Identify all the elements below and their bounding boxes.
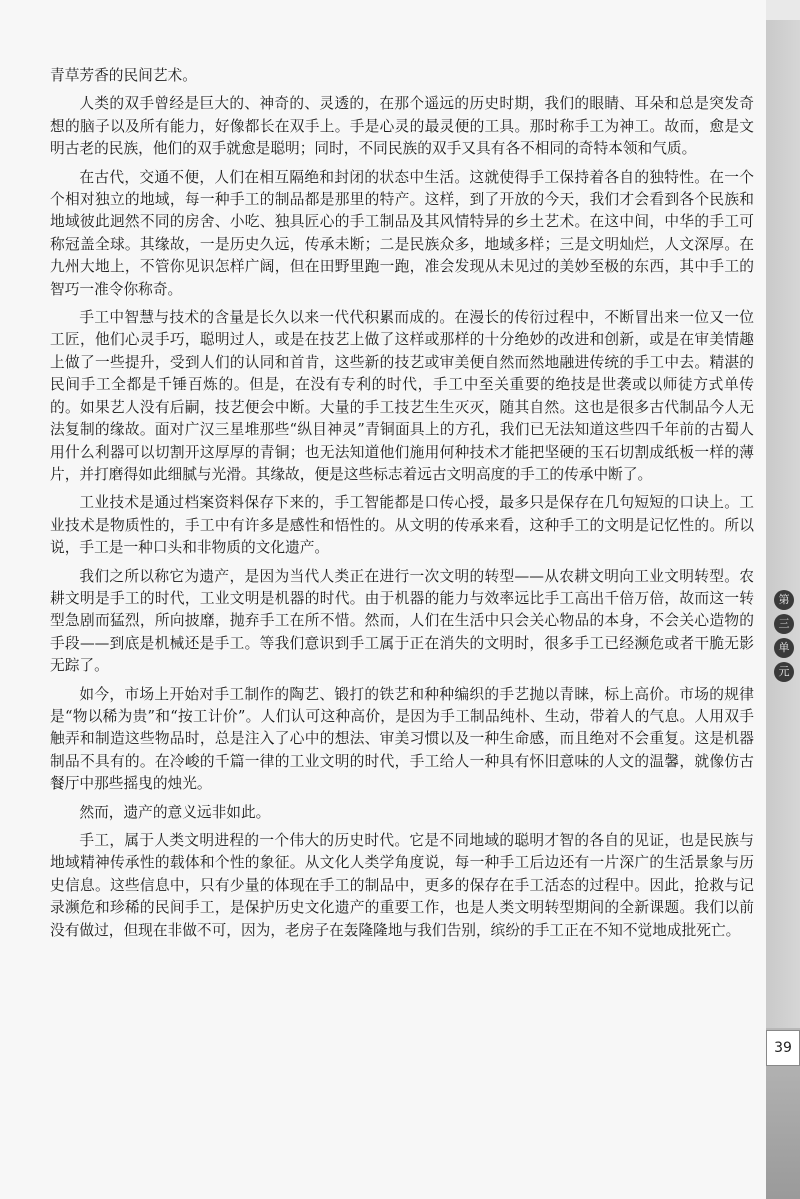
paragraph: 青草芳香的民间艺术。 [50,67,197,84]
paragraph: 工业技术是通过档案资料保存下来的，手工智能都是口传心授，最多只是保存在几句短短的口诀上。工业技术是物质性的，手工中有许多是感性和悟性的。从文明的传承来看，这种手工的文明是记忆性的。所以说，手工是一种口头和非物质的文化遗产。 [50,494,754,557]
paragraph: 我们之所以称它为遗产，是因为当代人类正在进行一次文明的转型——从农耕文明向工业文明转型。农耕文明是手工的时代，工业文明是机器的时代。由于机器的能力与效率远比手工高出千倍万倍，故而这一转型急剧而猛烈，所向披靡，抛弃手工在所不惜。然而，人们在生活中只会关心物品的本身，不会关心造物的手段——到底是机械还是手工。等我们意识到手工属于正在消失的文明时，很多手工已经濒危或者干脆无影无踪了。 [50,567,754,675]
paragraph: 人类的双手曾经是巨大的、神奇的、灵透的，在那个遥远的历史时期，我们的眼睛、耳朵和总是突发奇想的脑子以及所有能力，好像都长在双手上。手是心灵的最灵便的工具。那时称手工为神工。故而，愈是文明古老的民族，他们的双手就愈是聪明；同时，不同民族的双手又具有各不相同的奇特本领和气质。 [50,95,754,158]
unit-tab-char: 单 [774,638,794,658]
paragraph: 在古代，交通不便，人们在相互隔绝和封闭的状态中生活。这就使得手工保持着各自的独特性。在一个个相对独立的地域，每一种手工的制品都是那里的特产。这样，到了开放的今天，我们才会看到各个民族和地域彼此迥然不同的房舍、小吃、独具匠心的手工制品及其风情特异的乡土艺术。在这中间，中华的手工可称冠盖全球。其缘故，一是历史久远，传承未断；二是民族众多，地域多样；三是文明灿烂，人文深厚。在九州大地上，不管你见识怎样广阔，但在田野里跑一跑，准会发现从未见过的美妙至极的东西，其中手工的智巧一准令你称奇。 [50,168,754,298]
unit-tab-char: 三 [774,614,794,634]
side-tab-top [766,0,800,20]
paragraph: 然而，遗产的意义远非如此。 [79,803,271,821]
paragraph: 如今，市场上开始对手工制作的陶艺、锻打的铁艺和种种编织的手艺抛以青睐，标上高价。市场的规律是“物以稀为贵”和“按工计价”。人们认可这种高价，是因为手工制品纯朴、生动，带着人的气息。人用双手触弄和制造这些物品时，总是注入了心中的想法、审美习惯以及一种生命感，而且绝对不会重复。这是机器制品不具有的。在冷峻的千篇一律的工业文明的时代，手工给人一种具有怀旧意味的人文的温馨，就像仿古餐厅中那些摇曳的烛光。 [50,685,754,793]
paragraph: 手工，属于人类文明进程的一个伟大的历史时代。它是不同地域的聪明才智的各自的见证，也是民族与地域精神传承性的载体和个性的象征。从文化人类学角度说，每一种手工后边还有一片深广的生活景象与历史信息。这些信息中，只有少量的体现在手工的制品中，更多的保存在手工活态的过程中。因此，抢救与记录濒危和珍稀的民间手工，是保护历史文化遗产的重要工作，也是人类文明转型期间的全新课题。我们以前没有做过，但现在非做不可，因为，老房子在轰隆隆地与我们告别，缤纷的手工正在不知不觉地成批死亡。 [50,832,754,939]
unit-tab [773,590,795,682]
page-number: 39 [766,1030,800,1066]
article-body [50,65,754,948]
unit-tab-char: 第 [774,590,794,610]
unit-tab-char: 元 [774,662,794,682]
paragraph: 手工中智慧与技术的含量是长久以来一代代积累而成的。在漫长的传衍过程中，不断冒出来一位又一位工匠，他们心灵手巧，聪明过人，或是在技艺上做了这样或那样的十分绝妙的改进和创新，或是在审美情趣上做了一些提升，受到人们的认同和首肯，这些新的技艺或审美便自然而然地融进传统的手工中去。精湛的民间手工全都是千锤百炼的。但是，在没有专利的时代，手工中至关重要的绝技是世袭或以师徒方式单传的。如果艺人没有后嗣，技艺便会中断。大量的手工技艺生生灭灭，随其自然。这也是很多古代制品今人无法复制的缘故。面对广汉三星堆那些“纵目神灵”青铜面具上的方孔，我们已无法知道这些四千年前的古蜀人用什么利器可以切割开这厚厚的青铜；也无法知道他们施用何种技术才能把坚硬的玉石切割成纸板一样的薄片，并打磨得如此细腻与光滑。其缘故，便是这些标志着远古文明高度的手工的传承中断了。 [50,309,754,483]
